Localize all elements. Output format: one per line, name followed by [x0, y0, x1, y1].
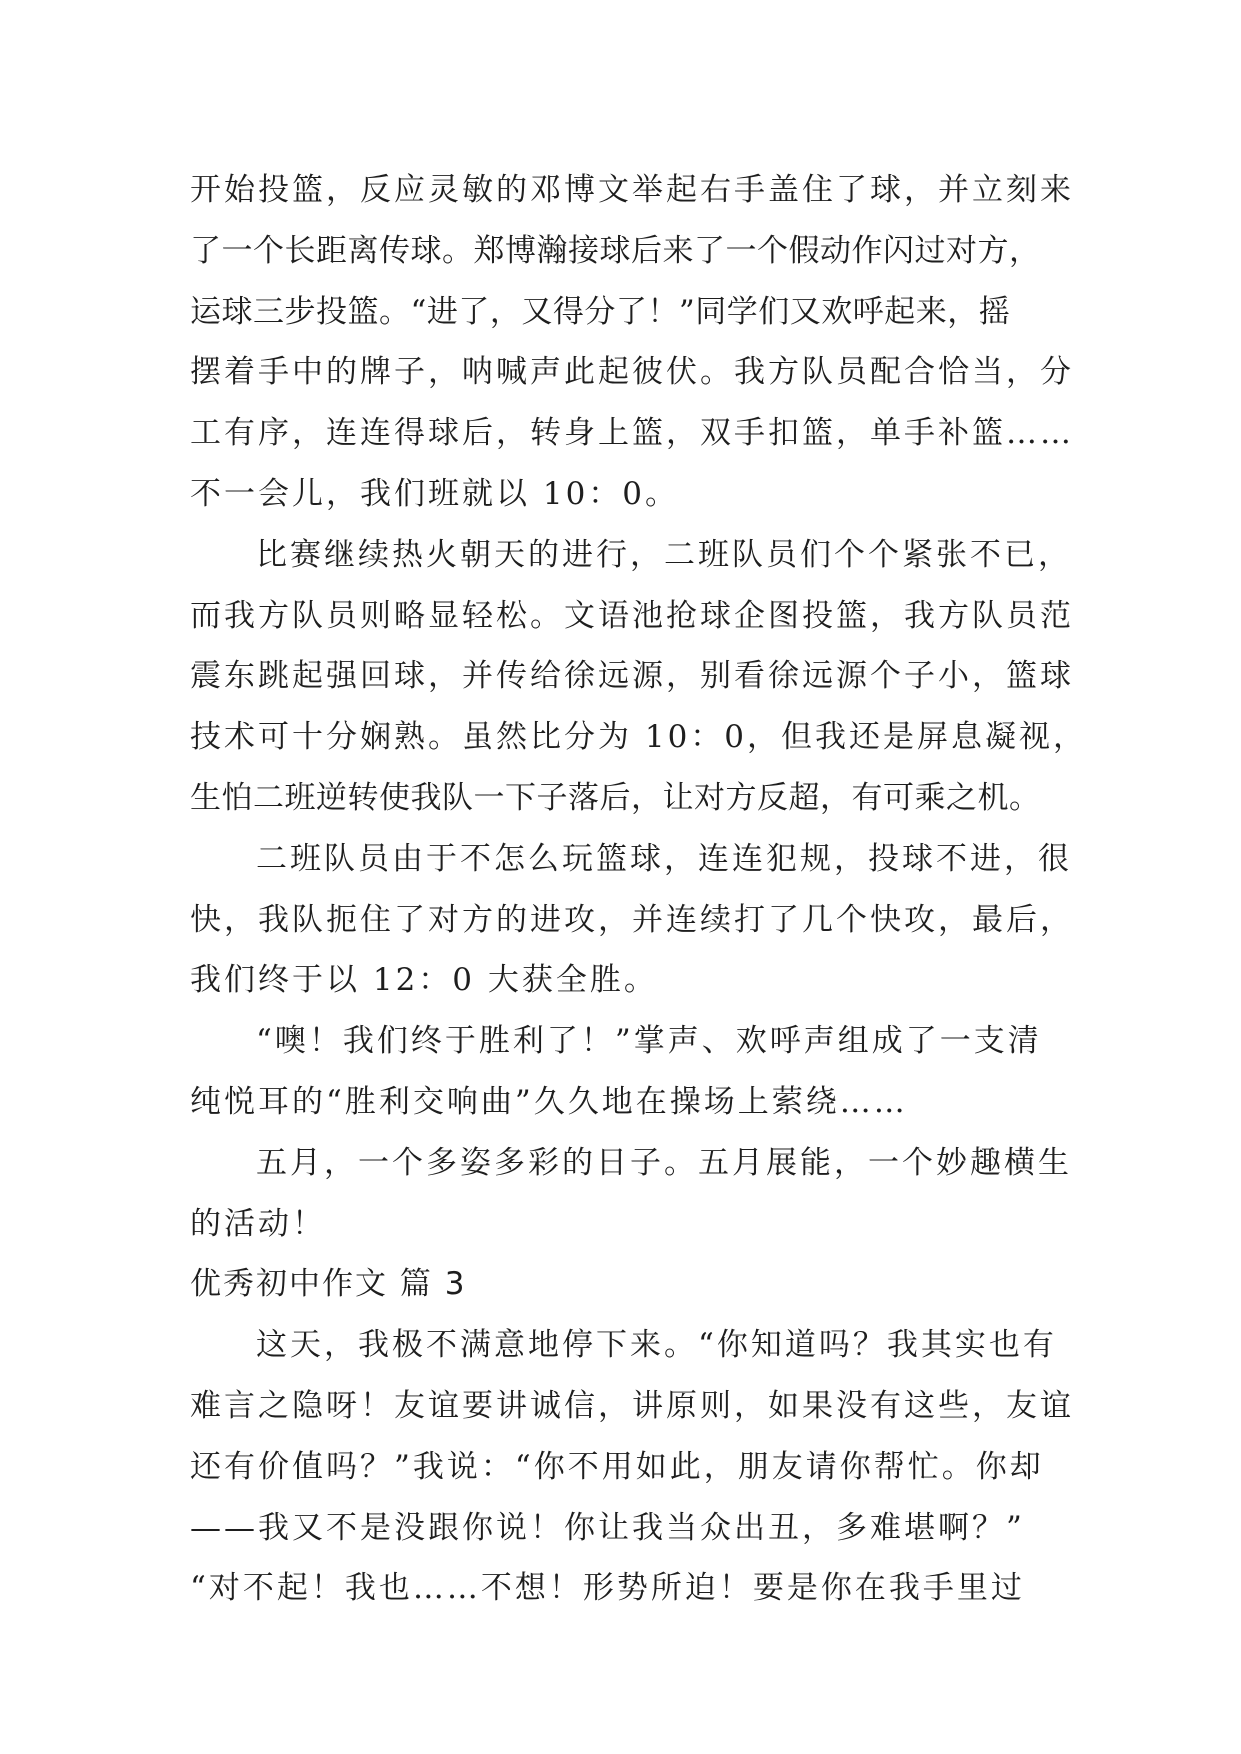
text-line: 纯悦耳的“胜利交响曲”久久地在操场上萦绕…… — [190, 1083, 908, 1120]
essay-body — [190, 160, 1088, 1619]
text-line: 还有价值吗？”我说：“你不用如此，朋友请你帮忙。你却 — [190, 1448, 1044, 1485]
text-line: “对不起！我也……不想！形势所迫！要是你在我手里过 — [190, 1570, 1025, 1607]
text-line: 工有序，连连得球后，转身上篮，双手扣篮，单手补篮…… — [190, 415, 1074, 452]
text-line: ——我又不是没跟你说！你让我当众出丑，多难堪啊？” — [190, 1509, 1025, 1546]
paragraph-start-line: “噢！我们终于胜利了！”掌声、欢呼声组成了一支清 — [256, 1023, 1042, 1060]
text-line: 生怕二班逆转使我队一下子落后，让对方反超，有可乘之机。 — [190, 779, 1041, 816]
text-line: 技术可十分娴熟。虽然比分为 10：0，但我还是屏息凝视， — [190, 719, 1088, 756]
text-line: 了一个长距离传球。郑博瀚接球后来了一个假动作闪过对方， — [190, 232, 1041, 269]
text-line: 震东跳起强回球，并传给徐远源，别看徐远源个子小，篮球 — [190, 658, 1074, 695]
text-line: 我们终于以 12：0 大获全胜。 — [190, 962, 658, 999]
section-heading: 优秀初中作文 篇 3 — [190, 1266, 467, 1303]
paragraph-start-line: 这天，我极不满意地停下来。“你知道吗？我其实也有 — [256, 1327, 1057, 1364]
text-line: 的活动！ — [190, 1205, 326, 1242]
paragraph-start-line: 二班队员由于不怎么玩篮球，连连犯规，投球不进，很 — [256, 840, 1072, 877]
paragraph-start-line: 五月，一个多姿多彩的日子。五月展能，一个妙趣横生 — [256, 1144, 1072, 1181]
text-line: 而我方队员则略显轻松。文语池抢球企图投篮，我方队员范 — [190, 597, 1074, 634]
text-line: 开始投篮，反应灵敏的邓博文举起右手盖住了球，并立刻来 — [190, 172, 1074, 208]
paragraph-start-line: 比赛继续热火朝天的进行，二班队员们个个紧张不已， — [256, 536, 1072, 573]
text-line: 运球三步投篮。“进了，又得分了！”同学们又欢呼起来，摇 — [190, 293, 1011, 330]
text-line: 不一会儿，我们班就以 10：0。 — [190, 475, 680, 512]
text-line: 快，我队扼住了对方的进攻，并连续打了几个快攻，最后， — [190, 901, 1074, 938]
text-line: 摆着手中的牌子，呐喊声此起彼伏。我方队员配合恰当，分 — [190, 354, 1074, 391]
text-line: 难言之隐呀！友谊要讲诚信，讲原则，如果没有这些，友谊 — [190, 1387, 1074, 1424]
